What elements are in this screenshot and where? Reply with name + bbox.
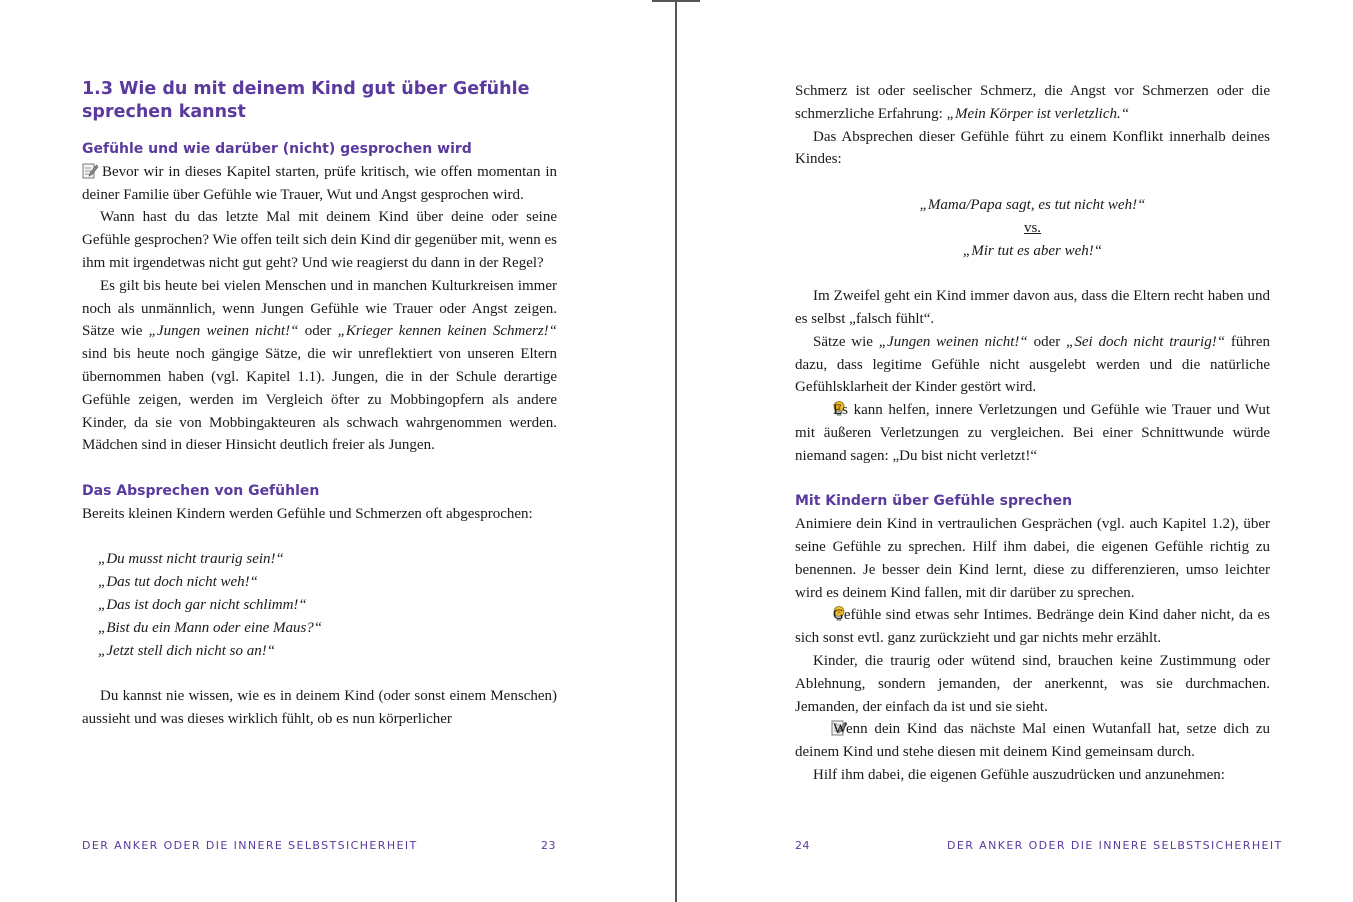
conflict-quote (795, 194, 1270, 262)
paragraph: Im Zweifel geht ein Kind immer davon aus, dass die Eltern recht haben und es selbst „falsch fühlt“. (795, 288, 1270, 327)
paragraph: Es gilt bis heute bei vielen Menschen und in manchen Kulturkreisen immer noch als unmännlich, wenn Jungen Gefühle wie Trauer oder Angst zeigen. Sätze wie „Jungen weinen nicht!“ oder „Krieger kennen keinen Schmerz!“ sind bis heute noch gängige Sätze, die wir unreflektiert von unseren Eltern übernommen haben (vgl. Kapitel 1.1). Jungen, die in der Schule derartige Gefühle zeigen, werden im Vergleich öfter zu Mobbingopfern als andere Kinder, da sie von Mobbingakteuren als schwach wahrgenommen werden. Mädchen sind in dieser Hinsicht deutlich freier als Jungen. (82, 277, 558, 454)
paragraph: Wann hast du das letzte Mal mit deinem Kind über deine oder seine Gefühle gesprochen? Wie offen teilt sich dein Kind dir gegenüber mit, wenn es ihm mit irgendetwas nicht gut geht? Und wie reagierst du dann in der Regel? (82, 209, 557, 271)
quote-item: „Bist du ein Mann oder eine Maus?“ (98, 619, 323, 636)
paragraph: Wenn dein Kind das nächste Mal einen Wutanfall hat, setze dich zu deinem Kind und stehe diesen mit deinem Kind gemeinsam durch. (795, 721, 1270, 761)
chapter-heading: 1.3 Wie du mit deinem Kind gut über Gefühle sprechen kannst (82, 79, 530, 122)
subheading-absprechen: Das Absprechen von Gefühlen (82, 482, 320, 499)
conflict-vs: vs. (1023, 219, 1042, 236)
page-number: 24 (795, 839, 810, 852)
quote-item: „Jetzt stell dich nicht so an!“ (98, 642, 276, 659)
paragraph: Sätze wie „Jungen weinen nicht!“ oder „Sei doch nicht traurig!“ führen dazu, dass legitime Gefühle nicht ausgelebt werden und die natürliche Gefühlsklarheit der Kinder gestört wird. (795, 333, 1270, 396)
paragraph: Es kann helfen, innere Verletzungen und Gefühle wie Trauer und Wut mit äußeren Verletzungen zu vergleichen. Bei einer Schnittwunde würde niemand sagen: „Du bist nicht verletzt!“ (795, 402, 1270, 464)
subheading-sprechen: Mit Kindern über Gefühle sprechen (795, 493, 1073, 510)
paragraph: Bevor wir in dieses Kapitel starten, prüfe kritisch, wie offen momentan in deiner Familie über Gefühle wie Trauer, Wut und Angst gesprochen wird. (82, 163, 557, 203)
left-text-column (82, 78, 557, 731)
right-text-column (795, 80, 1270, 787)
paragraph: Animiere dein Kind in vertraulichen Gesprächen (vgl. auch Kapitel 1.2), über seine Gefühle zu sprechen. Hilf ihm dabei, die eigenen Gefühle richtig zu benennen. Je besser dein Kind lernt, diese zu differenzieren, umso leichter wird es deinem Kind fallen, mit dir darüber zu sprechen. (795, 516, 1270, 601)
paragraph: Schmerz ist oder seelischer Schmerz, die Angst vor Schmerzen oder die schmerzliche Erfahrung: „Mein Körper ist verletzlich.“ (795, 83, 1270, 122)
quote-list (82, 548, 557, 662)
quote-item: „Das tut doch nicht weh!“ (98, 574, 258, 591)
paragraph: Das Absprechen dieser Gefühle führt zu einem Konflikt innerhalb deines Kindes: (795, 128, 1270, 168)
lightbulb-icon (813, 400, 829, 417)
notepad-pencil-icon (82, 162, 98, 179)
paragraph: Bereits kleinen Kindern werden Gefühle und Schmerzen oft abgesprochen: (82, 505, 533, 522)
paragraph: Kinder, die traurig oder wütend sind, brauchen keine Zustimmung oder Ablehnung, sondern jemanden, der anerkennt, was sie durchmachen. Jemanden, der einfach da ist und sie sieht. (795, 652, 1270, 715)
page-right (677, 0, 1353, 902)
paragraph: Du kannst nie wissen, wie es in deinem Kind (oder sonst einem Menschen) aussieht und was dieses wirklich fühlt, ob es nun körperlicher (82, 688, 557, 727)
conflict-quote-parent: „Mama/Papa sagt, es tut nicht weh!“ (919, 196, 1146, 213)
notepad-pencil-icon (813, 719, 829, 736)
page-number: 23 (541, 839, 556, 852)
quote-item: „Das ist doch gar nicht schlimm!“ (98, 596, 307, 613)
conflict-quote-child: „Mir tut es aber weh!“ (962, 242, 1103, 259)
running-footer-title: DER ANKER ODER DIE INNERE SELBSTSICHERHEIT (82, 839, 418, 852)
quote-item: „Du musst nicht traurig sein!“ (98, 551, 284, 568)
page-left (0, 0, 676, 902)
paragraph: Gefühle sind etwas sehr Intimes. Bedränge dein Kind daher nicht, da es sich sonst evtl. ganz zurückzieht und gar nichts mehr erzählt. (795, 607, 1270, 647)
running-footer-title: DER ANKER ODER DIE INNERE SELBSTSICHERHEIT (947, 839, 1283, 852)
subheading-gefuehle: Gefühle und wie darüber (nicht) gesprochen wird (82, 141, 472, 157)
lightbulb-icon (813, 605, 829, 622)
paragraph: Hilf ihm dabei, die eigenen Gefühle auszudrücken und anzunehmen: (813, 766, 1225, 783)
